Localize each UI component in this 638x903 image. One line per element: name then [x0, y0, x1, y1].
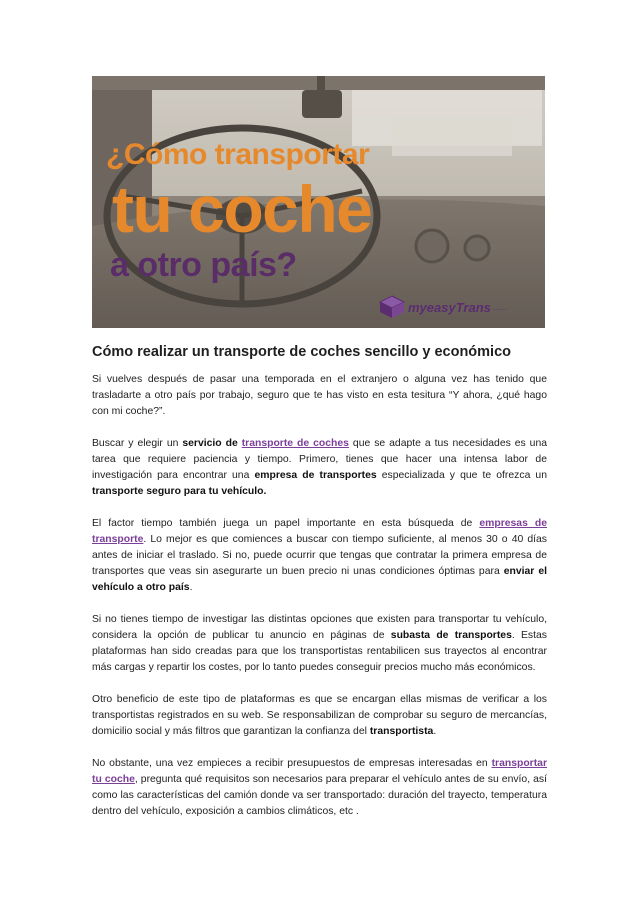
bold-text: subasta de transportes — [390, 630, 512, 641]
text: , pregunta qué requisitos son necesarios para preparar el vehículo antes de su envío, así como las características del camión donde va ser transportado: duración del trayecto, temperatura dentro del vehículo, exposición a cambios climáticos, etc . — [92, 774, 547, 817]
logo-text: myeasyTrans — [408, 299, 491, 315]
text: . Estas plataformas han sido creadas para que los transportistas rentabilicen sus trayectos al encontrar más cargas y repartir los costes, por lo tanto puedes conseguir precios mucho más económicos. — [92, 630, 547, 673]
text: especializada y que te ofrezca un — [376, 470, 547, 481]
text: Buscar y elegir un — [92, 438, 183, 449]
link-empresas-de-transporte[interactable]: empresas de transporte — [92, 518, 547, 545]
myeasytrans-logo — [379, 295, 506, 319]
paragraph-2 — [92, 436, 547, 500]
bold-text: transporte seguro para tu vehículo. — [92, 486, 267, 497]
text: Si no tienes tiempo de investigar las distintas opciones que existen para transportar tu vehículo, considera la opción de publicar tu anuncio en páginas de — [92, 614, 547, 641]
text: . Lo mejor es que comiences a buscar con tiempo suficiente, al menos 30 o 40 días antes de iniciar el traslado. Si no, puede ocurrir que tengas que contratar la primera empresa de transportes que veas sin asegurarte un buen precio ni unas condiciones óptimas para — [92, 534, 547, 577]
paragraph-3 — [92, 516, 547, 596]
bold-text: transportista — [369, 726, 434, 737]
bold-text: servicio de — [182, 438, 238, 449]
text: El factor tiempo también juega un papel importante en esta búsqueda de — [92, 518, 480, 529]
box-icon — [379, 295, 405, 319]
article-body — [92, 344, 547, 836]
text: . — [189, 582, 193, 593]
article-title: Cómo realizar un transporte de coches sencillo y económico — [92, 344, 512, 360]
paragraph-1: Si vuelves después de pasar una temporada en el extranjero o alguna vez has tenido que trasladarte a otro país por trabajo, seguro que te has visto en esta tesitura “Y ahora, ¿qué hago con mi coche?”. — [92, 374, 547, 417]
bold-text: enviar el vehículo a otro país — [92, 566, 547, 593]
link-transporte-de-coches[interactable]: transporte de coches — [241, 438, 349, 449]
paragraph-5 — [92, 692, 547, 740]
text: . — [433, 726, 437, 737]
bold-text: empresa de transportes — [254, 470, 377, 481]
link-transportar-tu-coche[interactable]: transportar tu coche — [92, 758, 547, 785]
hero-banner — [92, 76, 545, 328]
text: Otro beneficio de este tipo de plataformas es que se encargan ellas mismas de verificar a los transportistas registrados en su web. Se responsabilizan de comprobar su seguro de mercancías, domicilio social y más filtros que garantizan la confianza del — [92, 694, 547, 737]
text: que se adapte a tus necesidades es una tarea que requiere paciencia y tiempo. Primero, tienes que hacer una intensa labor de investigación para encontrar una — [92, 438, 548, 481]
paragraph-6 — [92, 756, 547, 820]
text: No obstante, una vez empieces a recibir presupuestos de empresas interesadas en — [92, 758, 492, 769]
banner-line1: ¿Cómo transportar — [106, 138, 370, 171]
logo-suffix: ...... — [492, 302, 507, 312]
banner-line2: tu coche — [112, 172, 372, 246]
banner-line3: a otro país? — [110, 246, 297, 284]
paragraph-4 — [92, 612, 547, 676]
